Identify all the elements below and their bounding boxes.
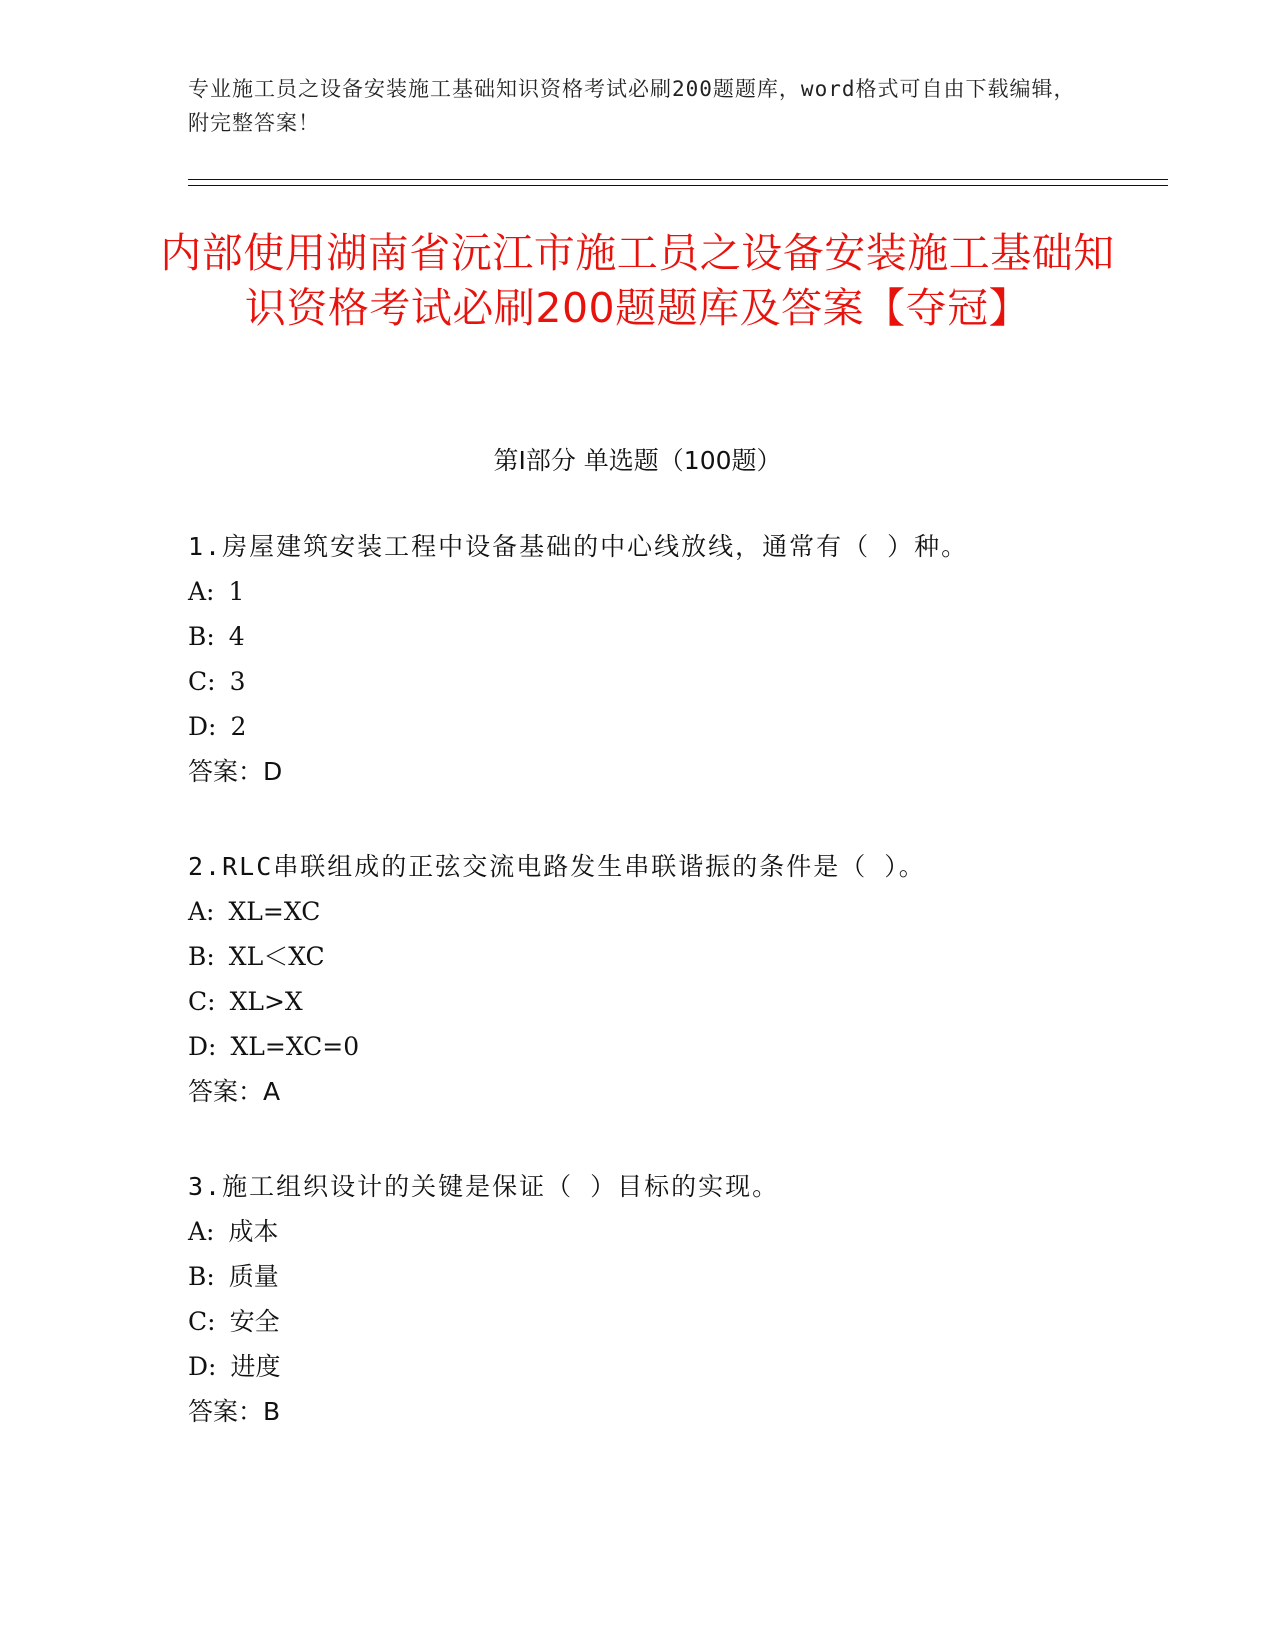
option-text: XL=XC=0: [230, 1032, 360, 1061]
option-label: C:: [188, 987, 216, 1016]
option-b: [188, 1260, 1188, 1294]
option-text: 1: [228, 577, 245, 606]
option-a: [188, 575, 1188, 609]
header-divider-top: [188, 179, 1168, 180]
option-label: D:: [188, 1032, 217, 1061]
option-c: [188, 665, 1188, 699]
header-note: 专业施工员之设备安装施工基础知识资格考试必刷200题题库，word格式可自由下载编辑，附完整答案！: [188, 77, 1076, 135]
option-label: B:: [188, 622, 215, 651]
option-text: 进度: [230, 1352, 281, 1381]
option-text: 2: [230, 712, 247, 741]
option-label: C:: [188, 667, 216, 696]
question-1: [188, 530, 1188, 789]
option-d: [188, 1030, 1188, 1064]
option-b: [188, 620, 1188, 654]
option-b: [188, 940, 1188, 974]
option-text: 质量: [228, 1262, 279, 1291]
option-text: 3: [229, 667, 246, 696]
option-label: B:: [188, 1262, 215, 1291]
option-label: A:: [188, 577, 215, 606]
option-label: B:: [188, 942, 215, 971]
answer-line: 答案：D: [188, 757, 283, 786]
option-text: 成本: [228, 1217, 279, 1246]
option-text: 4: [228, 622, 245, 651]
section-title: 第Ⅰ部分 单选题（100题）: [493, 446, 782, 475]
option-text: 安全: [229, 1307, 280, 1336]
option-text: XL>X: [229, 987, 303, 1016]
answer-line: 答案：B: [188, 1397, 281, 1426]
question-stem: 3.施工组织设计的关键是保证（ ）目标的实现。: [188, 1172, 780, 1201]
question-stem: 2.RLC串联组成的正弦交流电路发生串联谐振的条件是（ ）。: [188, 852, 926, 881]
document-title: 内部使用湖南省沅江市施工员之设备安装施工基础知识资格考试必刷200题题库及答案【夺冠】: [160, 229, 1115, 332]
option-c: [188, 985, 1188, 1019]
header-divider-bottom: [188, 185, 1168, 186]
answer-line: 答案：A: [188, 1077, 281, 1106]
option-text: XL＜XC: [228, 942, 325, 971]
option-label: C:: [188, 1307, 216, 1336]
option-d: [188, 710, 1188, 744]
option-a: [188, 895, 1188, 929]
option-a: [188, 1215, 1188, 1249]
option-label: D:: [188, 712, 217, 741]
option-text: XL=XC: [228, 897, 321, 926]
option-label: D:: [188, 1352, 217, 1381]
question-2: [188, 850, 1188, 1109]
option-label: A:: [188, 897, 215, 926]
option-d: [188, 1350, 1188, 1384]
question-3: [188, 1170, 1188, 1429]
question-stem: 1.房屋建筑安装工程中设备基础的中心线放线，通常有（ ）种。: [188, 532, 969, 561]
option-label: A:: [188, 1217, 215, 1246]
option-c: [188, 1305, 1188, 1339]
